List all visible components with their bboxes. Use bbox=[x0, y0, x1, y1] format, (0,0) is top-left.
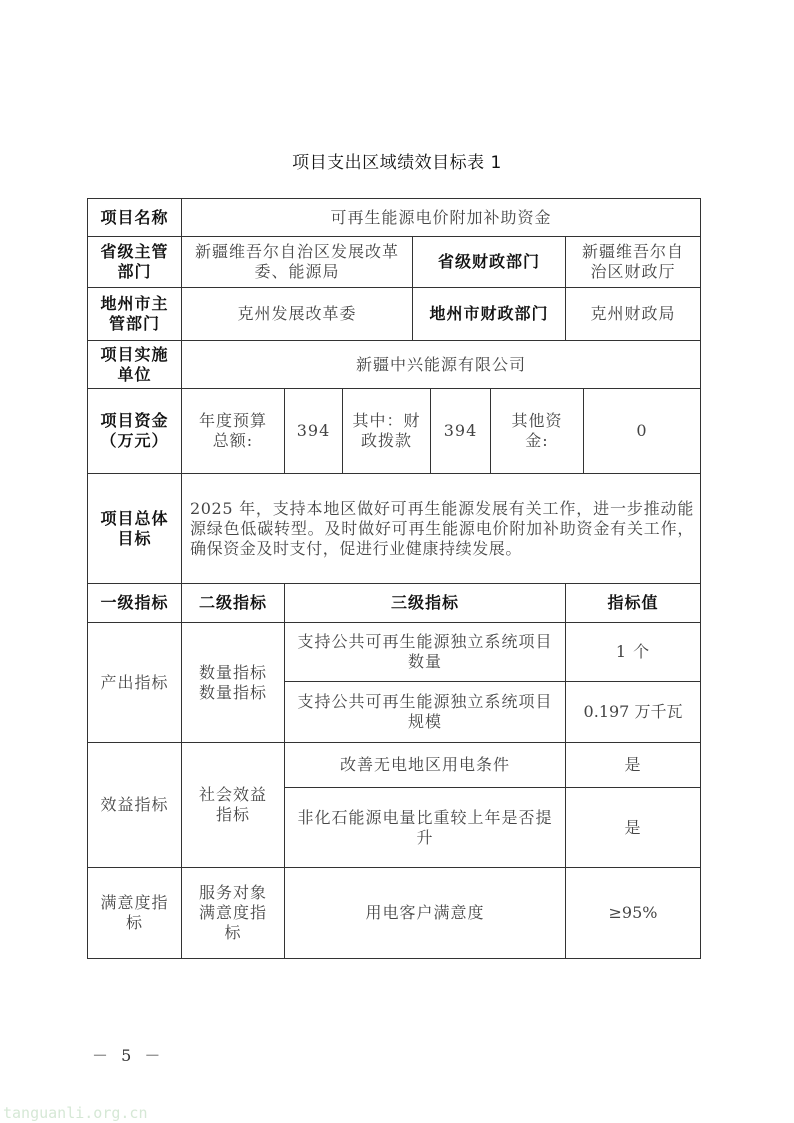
annual-budget-value: 394 bbox=[296, 421, 331, 440]
project-name-label: 项目名称 bbox=[100, 207, 169, 227]
other-funds-label: 其他资金: bbox=[511, 411, 563, 450]
benefit-item-2-value: 是 bbox=[624, 817, 642, 837]
provincial-dept-label: 省级主管部门 bbox=[100, 242, 169, 281]
output-indicator-level2: 数量指标数量指标 bbox=[198, 662, 267, 702]
watermark: tanguanli.org.cn bbox=[3, 1104, 148, 1122]
overall-goal-label: 项目总体目标 bbox=[100, 508, 169, 548]
header-level1: 一级指标 bbox=[100, 593, 169, 612]
project-name-value: 可再生能源电价附加补助资金 bbox=[330, 207, 552, 227]
output-indicator-level1: 产出指标 bbox=[100, 672, 169, 692]
page-number: － 5 － bbox=[92, 1046, 165, 1065]
overall-goal-value: 2025 年，支持本地区做好可再生能源发展有关工作，进一步推动能源绿色低碳转型。及时做好可再生能源电价附加补助资金有关工作，确保资金及时支付，促进行业健康持续发展。 bbox=[190, 498, 694, 558]
implementing-unit-label: 项目实施单位 bbox=[100, 344, 169, 384]
satisfaction-item-1-value: ≥95% bbox=[608, 903, 658, 922]
fiscal-allocation-value: 394 bbox=[443, 421, 478, 440]
output-item-1-level3: 支持公共可再生能源独立系统项目数量 bbox=[297, 632, 553, 671]
prefecture-dept-label: 地州市主管部门 bbox=[100, 294, 169, 333]
benefit-item-2-level3: 非化石能源电量比重较上年是否提升 bbox=[297, 807, 553, 847]
provincial-finance-label: 省级财政部门 bbox=[437, 252, 540, 271]
satisfaction-indicator-level2: 服务对象满意度指标 bbox=[198, 883, 267, 942]
output-item-1-value: 1 个 bbox=[615, 642, 651, 661]
satisfaction-indicator-level1: 满意度指标 bbox=[100, 893, 169, 932]
satisfaction-item-1-level3: 用电客户满意度 bbox=[365, 903, 485, 922]
funds-label: 项目资金（万元） bbox=[100, 411, 169, 450]
output-item-2-level3: 支持公共可再生能源独立系统项目规模 bbox=[297, 692, 553, 731]
header-value: 指标值 bbox=[607, 593, 659, 612]
prefecture-finance-label: 地州市财政部门 bbox=[429, 304, 549, 323]
prefecture-finance-value: 克州财政局 bbox=[590, 304, 676, 323]
header-level3: 三级指标 bbox=[390, 593, 459, 612]
provincial-dept-value: 新疆维吾尔自治区发展改革委、能源局 bbox=[194, 242, 399, 281]
document-title: 项目支出区域绩效目标表 1 bbox=[292, 153, 502, 173]
header-level2: 二级指标 bbox=[198, 593, 267, 612]
other-funds-value: 0 bbox=[636, 421, 648, 440]
annual-budget-label: 年度预算总额: bbox=[198, 411, 267, 450]
benefit-item-1-value: 是 bbox=[624, 755, 642, 774]
fiscal-allocation-label: 其中：财政拨款 bbox=[352, 411, 421, 450]
benefit-item-1-level3: 改善无电地区用电条件 bbox=[339, 755, 510, 774]
benefit-indicator-level2: 社会效益指标 bbox=[198, 785, 267, 824]
implementing-unit-value: 新疆中兴能源有限公司 bbox=[355, 354, 526, 374]
output-item-2-value: 0.197 万千瓦 bbox=[583, 702, 683, 721]
prefecture-dept-value: 克州发展改革委 bbox=[237, 304, 357, 323]
benefit-indicator-level1: 效益指标 bbox=[100, 795, 169, 814]
provincial-finance-value: 新疆维吾尔自治区财政厅 bbox=[581, 242, 684, 281]
